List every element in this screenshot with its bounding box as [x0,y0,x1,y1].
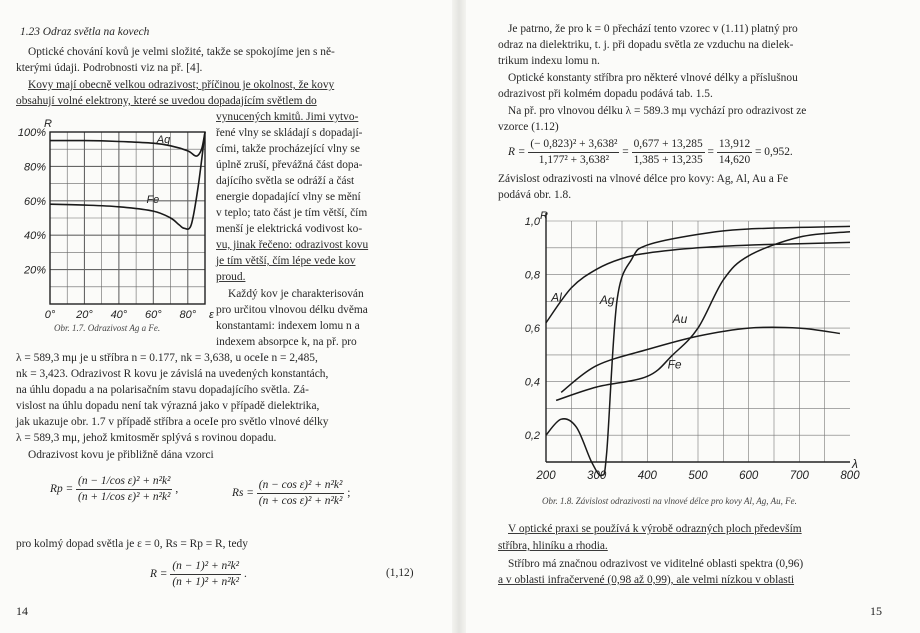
calc-f1-denominator: 1,177² + 3,638² [538,154,609,166]
rs-numerator: (n − cos ε)² + n²k² [257,478,345,494]
series-label-ag: Ag [156,133,171,146]
series-label-au: Au [672,311,688,326]
right-page [462,0,920,633]
text-line: podává obr. 1.8. [498,189,572,201]
calc-f2-denominator: 1,385 + 13,235 [633,154,703,166]
rp-denominator: (n + 1/cos ε)² + n²k² [78,491,171,503]
figure-caption: Obr. 1.7. Odrazivost Ag a Fe. [54,323,161,333]
text-line: Na př. pro vlnovou délku λ = 589.3 mμ vychází pro odrazivost ze [508,105,807,117]
y-tick-label: 0,6 [524,323,540,336]
formula-rs: Rs = $\frac{\text{(n − cos ε)² + n²k²}}{\text{(n + cos ε)² + n²k²}}$ ; [232,479,351,507]
rp-label: Rp = [50,483,74,496]
section-header: 1.23 Odraz světla na kovech [20,26,150,38]
y-tick-label: 0,2 [524,430,540,443]
text-line: pro určitou vlnovou délku dvěma [216,304,368,316]
figure-caption: Obr. 1.8. Závislost odrazivosti na vlnové délce pro kovy Al, Ag, Au, Fe. [542,496,797,506]
rs-label: Rs = [232,487,254,500]
rp-numerator: (n − 1/cos ε)² + n²k² [76,474,172,490]
series-line-au [556,232,850,401]
x-tick-label: 0° [44,309,56,321]
calc-f3-denominator: 14,620 [718,154,751,166]
text-line: trikum indexu lomu n. [498,55,600,67]
left-page [0,0,458,633]
calc-f2-numerator: 0,677 + 13,285 [632,137,705,153]
formula-calculation: R = $\frac{\text{(− 0,823)² + 3,638²}}{\text{1,177² + 3,638²}}$ = $\frac{0,677 + 13,285}{1,385 + 13,235}$ = $\frac{13,912}{14,620}$ = 0,952. [508,138,793,166]
text-line: obsahují volné elektrony, které se uvedou dopadajícím světlem do [16,95,317,107]
series-line-fe [561,327,840,392]
x-tick-label: 80° [179,309,197,321]
y-tick-label: 60% [23,195,46,208]
formula-r: R = $\frac{\text{(n − 1)² + n²k²}}{\text{(n + 1)² + n²k²}}$ . [150,560,247,588]
calc-result: = 0,952. [755,146,793,159]
r-label: R = [150,568,168,581]
x-tick-label: 20° [76,309,93,321]
text-line: Závislost odrazivosti na vlnové délce pro kovy: Ag, Al, Au a Fe [498,173,789,185]
rs-denominator: (n + cos ε)² + n²k² [258,495,343,507]
text-line: indexem absorpce k, na př. pro [216,336,357,348]
text-line: dajícího světla se odráží a část [216,175,355,187]
x-tick-label: 700 [789,470,809,482]
text-line: úplně zruší, převážná část dopa- [216,159,363,171]
text-line: vzorce (1.12) [498,121,559,133]
text-line: Je patrno, že pro k = 0 přechází tento vzorec v (1.11) platný pro [508,23,798,35]
text-line: vu, jinak řečeno: odrazivost kovu [216,239,369,251]
text-line: Stříbro má značnou odrazivost ve viditelné oblasti spektra (0,96) [508,558,804,570]
text-line: proud. [216,271,246,283]
x-tick-label: 40° [110,309,128,321]
y-tick-label: 1,0 [524,216,540,228]
text-line: řené vlny se skládají s dopadají- [216,127,363,139]
formula-rp: Rp = $\frac{\text{(n − 1/cos ε)² + n²k²}}{\text{(n + 1/cos ε)² + n²k²}}$ , [50,475,179,503]
y-axis-label: R [540,210,548,222]
series-label-fe: Fe [667,357,682,372]
y-tick-label: 0,4 [524,376,540,389]
text-line: energie dopadající vlny se mění [216,191,361,203]
calc-f1-numerator: (− 0,823)² + 3,638² [528,137,619,153]
calc-label: R = [508,146,526,159]
y-tick-label: 100% [17,127,46,139]
x-tick-label: 200 [536,470,556,482]
series-line-ag [50,132,205,156]
figure-1-7-chart [0,112,216,338]
series-line-fe [50,132,205,229]
series-label-fe: Fe [146,194,160,207]
text-line: jak ukazuje obr. 1.7 v případě stříbra a oceIe pro světlo vlnové délky [16,416,329,428]
text-line: V optické praxi se používá k výrobě odrazných ploch především [508,523,802,535]
x-tick-label: 500 [688,470,708,482]
text-line: Optické konstanty stříbra pro některé vlnové délky a příslušnou [508,72,798,84]
series-label-al: Al [551,290,562,305]
r-numerator: (n − 1)² + n²k² [170,559,241,575]
text-line: a v oblasti infračervené (0,98 až 0,99), ale velmi nízkou v oblasti [498,574,795,586]
text-line: v teplo; tato část je tím větší, čím [216,207,368,219]
text-line: konstantami: indexem lomu n a [216,320,360,332]
y-tick-label: 80% [23,161,46,174]
r-denominator: (n + 1)² + n²k² [172,576,240,588]
x-tick-label: 300 [587,470,607,482]
page-number: 14 [16,604,28,618]
text-line: Optické chování kovů je velmi složité, takže se spokojíme jen s ně- [28,46,335,58]
x-tick-label: 400 [637,470,657,482]
text-line: je tím větší, čím lépe vede kov [216,255,356,267]
y-tick-label: 20% [23,264,46,277]
text-line: kterými údaji. Podrobnosti viz na př. [4]. [16,62,203,74]
text-line: λ = 589,3 mμ je u stříbra n = 0.177, nk = 3,638, u oceIe n = 2,485, [16,352,318,364]
calc-f3-numerator: 13,912 [717,137,752,153]
text-line: menší je elektrická vodivost ko- [216,223,363,235]
series-label-ag: Ag [599,293,615,308]
text-line: vislost na úhlu dopadu není tak výrazná jako v případě dielektrika, [16,400,320,412]
text-line: Odrazivost kovu je přibližně dána vzorci [28,449,214,461]
text-line: vynucených kmitů. Jimi vytvo- [216,111,359,123]
x-tick-label: 800 [840,470,860,482]
x-tick-label: 600 [739,470,759,482]
text-line: pro kolmý dopad světla je ε = 0, Rs = Rp = R, tedy [16,538,248,550]
text-line: na úhlu dopadu a na polarisačním stavu dopadajícího světla. Zá- [16,384,309,396]
y-axis-label: R [44,118,52,130]
text-line: cími, takže procházející vlny se [216,143,360,155]
y-tick-label: 40% [23,230,46,243]
text-line: λ = 589,3 mμ, jehož kmitosměr splývá s rovinou dopadu. [16,432,277,444]
page-number: 15 [870,604,882,618]
text-line: Každý kov je charakterisován [228,288,364,300]
y-tick-label: 0,8 [524,269,540,282]
text-line: stříbra, hliníku a rhodia. [498,540,608,552]
equation-number: (1,12) [386,567,414,579]
text-line: odrazivost při kolmém dopadu podává tab. 1.5. [498,88,713,100]
figure-1-8-chart [498,207,868,497]
text-line: Kovy mají obecně velkou odrazivost; příčinou je okolnost, že kovy [28,79,335,91]
x-axis-label: λ [852,457,858,471]
text-line: odraz na dielektriku, t. j. při dopadu světla ze vzduchu na dielek- [498,39,794,51]
x-tick-label: 60° [145,309,162,321]
text-line: nk = 3,423. Odrazivost R kovu je závislá na uvedených konstantách, [16,368,329,380]
x-axis-label: ε [209,309,214,321]
